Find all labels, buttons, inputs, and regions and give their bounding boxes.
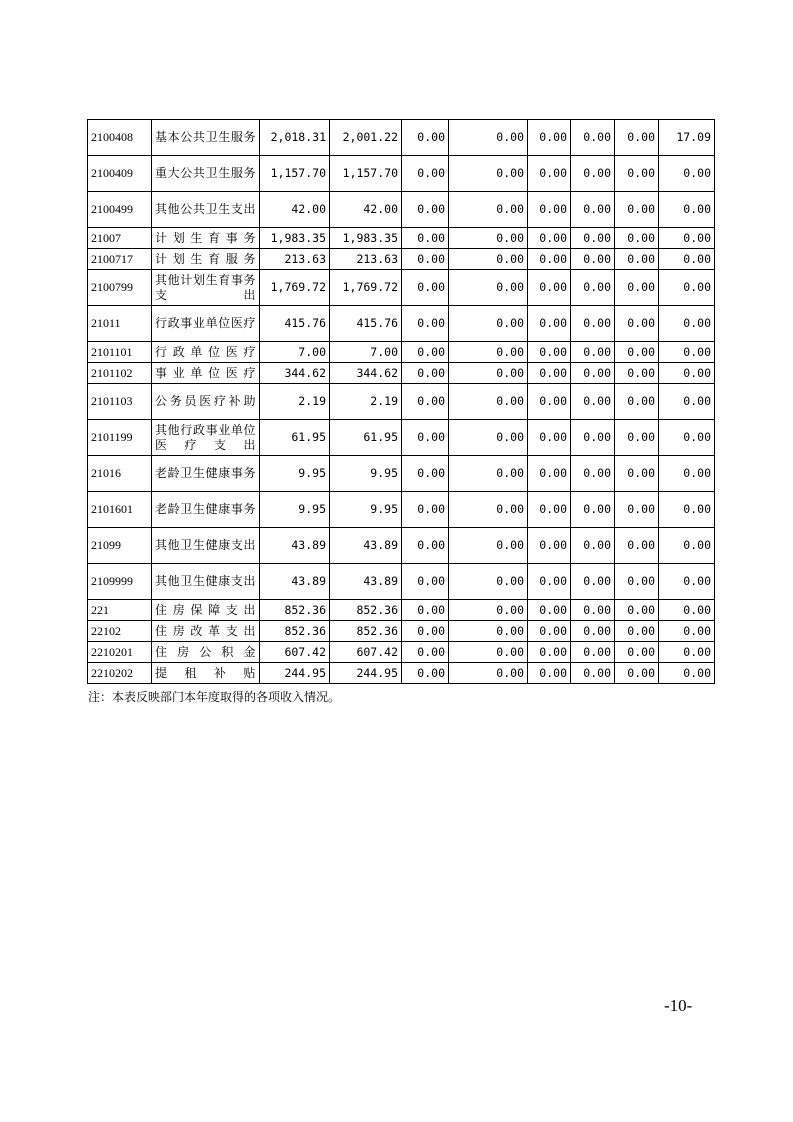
table-row — [88, 363, 715, 384]
amount-cell: 0.00 — [402, 363, 449, 384]
amount-cell: 0.00 — [615, 156, 659, 192]
amount-cell: 0.00 — [615, 621, 659, 642]
amount-cell: 0.00 — [615, 528, 659, 564]
amount-cell: 0.00 — [402, 156, 449, 192]
amount-cell: 0.00 — [615, 249, 659, 270]
subject-name-cell: 其他卫生健康支出 — [152, 528, 260, 564]
amount-cell: 0.00 — [402, 564, 449, 600]
amount-cell: 244.95 — [260, 663, 330, 684]
subject-name-cell: 行政单位医疗 — [152, 342, 260, 363]
amount-cell: 0.00 — [402, 249, 449, 270]
amount-cell: 0.00 — [659, 420, 715, 456]
subject-code-cell: 2210201 — [88, 642, 152, 663]
income-table — [87, 119, 715, 684]
amount-cell: 0.00 — [659, 249, 715, 270]
table-row — [88, 528, 715, 564]
amount-cell: 0.00 — [571, 249, 615, 270]
amount-cell: 0.00 — [449, 156, 528, 192]
table-row — [88, 564, 715, 600]
amount-cell: 0.00 — [449, 528, 528, 564]
subject-name-cell: 其他公共卫生支出 — [152, 192, 260, 228]
subject-name-cell: 住房公积金 — [152, 642, 260, 663]
subject-code-cell: 2100408 — [88, 120, 152, 156]
amount-cell: 2.19 — [260, 384, 330, 420]
amount-cell: 0.00 — [449, 249, 528, 270]
subject-name-cell: 其他行政事业单位医疗支出 — [152, 420, 260, 456]
table-row — [88, 600, 715, 621]
table-footnote: 注：本表反映部门本年度取得的各项收入情况。 — [88, 690, 341, 704]
amount-cell: 0.00 — [659, 621, 715, 642]
table-row — [88, 249, 715, 270]
amount-cell: 0.00 — [659, 306, 715, 342]
amount-cell: 0.00 — [528, 270, 571, 306]
amount-cell: 0.00 — [528, 564, 571, 600]
amount-cell: 0.00 — [571, 306, 615, 342]
subject-name-cell: 住房改革支出 — [152, 621, 260, 642]
amount-cell: 0.00 — [449, 192, 528, 228]
amount-cell: 0.00 — [449, 270, 528, 306]
amount-cell: 61.95 — [260, 420, 330, 456]
amount-cell: 852.36 — [330, 621, 402, 642]
amount-cell: 0.00 — [571, 342, 615, 363]
table-row — [88, 342, 715, 363]
amount-cell: 415.76 — [260, 306, 330, 342]
amount-cell: 0.00 — [528, 306, 571, 342]
subject-name-cell: 提租补贴 — [152, 663, 260, 684]
amount-cell: 0.00 — [449, 420, 528, 456]
amount-cell: 43.89 — [260, 528, 330, 564]
amount-cell: 0.00 — [449, 642, 528, 663]
amount-cell: 0.00 — [571, 642, 615, 663]
amount-cell: 0.00 — [571, 384, 615, 420]
amount-cell: 607.42 — [260, 642, 330, 663]
amount-cell: 0.00 — [659, 270, 715, 306]
amount-cell: 0.00 — [615, 663, 659, 684]
subject-code-cell: 2101199 — [88, 420, 152, 456]
amount-cell: 213.63 — [330, 249, 402, 270]
table-body — [88, 120, 715, 684]
amount-cell: 0.00 — [615, 270, 659, 306]
subject-code-cell: 21099 — [88, 528, 152, 564]
amount-cell: 0.00 — [528, 600, 571, 621]
amount-cell: 0.00 — [402, 456, 449, 492]
amount-cell: 0.00 — [615, 492, 659, 528]
subject-code-cell: 221 — [88, 600, 152, 621]
table-row — [88, 492, 715, 528]
amount-cell: 0.00 — [615, 342, 659, 363]
subject-code-cell: 2100717 — [88, 249, 152, 270]
amount-cell: 0.00 — [528, 420, 571, 456]
amount-cell: 0.00 — [571, 120, 615, 156]
amount-cell: 0.00 — [659, 528, 715, 564]
amount-cell: 607.42 — [330, 642, 402, 663]
amount-cell: 0.00 — [571, 228, 615, 249]
subject-name-cell: 住房保障支出 — [152, 600, 260, 621]
amount-cell: 43.89 — [260, 564, 330, 600]
amount-cell: 0.00 — [528, 642, 571, 663]
amount-cell: 1,157.70 — [260, 156, 330, 192]
page-number: -10- — [664, 996, 693, 1015]
amount-cell: 0.00 — [449, 621, 528, 642]
subject-name-cell: 老龄卫生健康事务 — [152, 456, 260, 492]
subject-code-cell: 2101601 — [88, 492, 152, 528]
amount-cell: 0.00 — [402, 270, 449, 306]
amount-cell: 0.00 — [615, 306, 659, 342]
amount-cell: 0.00 — [659, 384, 715, 420]
amount-cell: 1,983.35 — [260, 228, 330, 249]
amount-cell: 0.00 — [659, 564, 715, 600]
amount-cell: 0.00 — [449, 456, 528, 492]
amount-cell: 0.00 — [528, 342, 571, 363]
subject-name-cell: 计划生育事务 — [152, 228, 260, 249]
amount-cell: 0.00 — [659, 228, 715, 249]
amount-cell: 0.00 — [402, 600, 449, 621]
amount-cell: 0.00 — [659, 642, 715, 663]
subject-name-cell: 公务员医疗补助 — [152, 384, 260, 420]
subject-name-cell: 重大公共卫生服务 — [152, 156, 260, 192]
amount-cell: 42.00 — [330, 192, 402, 228]
amount-cell: 852.36 — [330, 600, 402, 621]
amount-cell: 0.00 — [615, 564, 659, 600]
amount-cell: 43.89 — [330, 528, 402, 564]
amount-cell: 7.00 — [260, 342, 330, 363]
amount-cell: 0.00 — [615, 600, 659, 621]
subject-code-cell: 2101101 — [88, 342, 152, 363]
amount-cell: 0.00 — [571, 663, 615, 684]
subject-code-cell: 2109999 — [88, 564, 152, 600]
amount-cell: 0.00 — [528, 228, 571, 249]
amount-cell: 0.00 — [402, 492, 449, 528]
amount-cell: 0.00 — [528, 363, 571, 384]
table-row — [88, 456, 715, 492]
subject-name-cell: 行政事业单位医疗 — [152, 306, 260, 342]
amount-cell: 0.00 — [402, 342, 449, 363]
amount-cell: 9.95 — [330, 492, 402, 528]
amount-cell: 0.00 — [571, 492, 615, 528]
amount-cell: 0.00 — [659, 492, 715, 528]
amount-cell: 0.00 — [615, 384, 659, 420]
amount-cell: 0.00 — [528, 456, 571, 492]
amount-cell: 0.00 — [528, 192, 571, 228]
amount-cell: 0.00 — [528, 120, 571, 156]
amount-cell: 0.00 — [615, 192, 659, 228]
amount-cell: 852.36 — [260, 600, 330, 621]
amount-cell: 0.00 — [449, 492, 528, 528]
subject-code-cell: 2101102 — [88, 363, 152, 384]
subject-name-cell: 老龄卫生健康事务 — [152, 492, 260, 528]
subject-code-cell: 21007 — [88, 228, 152, 249]
amount-cell: 1,769.72 — [260, 270, 330, 306]
subject-name-cell: 其他卫生健康支出 — [152, 564, 260, 600]
amount-cell: 0.00 — [659, 456, 715, 492]
subject-code-cell: 2100499 — [88, 192, 152, 228]
amount-cell: 0.00 — [659, 156, 715, 192]
amount-cell: 0.00 — [571, 192, 615, 228]
amount-cell: 7.00 — [330, 342, 402, 363]
amount-cell: 43.89 — [330, 564, 402, 600]
amount-cell: 0.00 — [528, 384, 571, 420]
amount-cell: 0.00 — [571, 156, 615, 192]
table-row — [88, 228, 715, 249]
amount-cell: 244.95 — [330, 663, 402, 684]
amount-cell: 2,001.22 — [330, 120, 402, 156]
amount-cell: 0.00 — [571, 363, 615, 384]
amount-cell: 344.62 — [260, 363, 330, 384]
amount-cell: 0.00 — [528, 621, 571, 642]
amount-cell: 0.00 — [571, 600, 615, 621]
amount-cell: 0.00 — [659, 342, 715, 363]
amount-cell: 852.36 — [260, 621, 330, 642]
amount-cell: 0.00 — [528, 492, 571, 528]
amount-cell: 0.00 — [615, 120, 659, 156]
table-row — [88, 420, 715, 456]
amount-cell: 0.00 — [449, 363, 528, 384]
amount-cell: 0.00 — [571, 528, 615, 564]
amount-cell: 0.00 — [571, 270, 615, 306]
table-row — [88, 270, 715, 306]
subject-code-cell: 2210202 — [88, 663, 152, 684]
amount-cell: 0.00 — [449, 564, 528, 600]
subject-code-cell: 2100409 — [88, 156, 152, 192]
amount-cell: 1,157.70 — [330, 156, 402, 192]
amount-cell: 9.95 — [260, 492, 330, 528]
amount-cell: 344.62 — [330, 363, 402, 384]
amount-cell: 1,983.35 — [330, 228, 402, 249]
amount-cell: 0.00 — [449, 384, 528, 420]
amount-cell: 0.00 — [402, 306, 449, 342]
subject-code-cell: 21011 — [88, 306, 152, 342]
amount-cell: 0.00 — [528, 156, 571, 192]
amount-cell: 0.00 — [449, 228, 528, 249]
amount-cell: 0.00 — [402, 621, 449, 642]
subject-name-cell: 基本公共卫生服务 — [152, 120, 260, 156]
amount-cell: 0.00 — [571, 420, 615, 456]
amount-cell: 1,769.72 — [330, 270, 402, 306]
amount-cell: 0.00 — [571, 621, 615, 642]
amount-cell: 2.19 — [330, 384, 402, 420]
subject-name-cell: 计划生育服务 — [152, 249, 260, 270]
amount-cell: 9.95 — [330, 456, 402, 492]
amount-cell: 0.00 — [528, 663, 571, 684]
amount-cell: 2,018.31 — [260, 120, 330, 156]
subject-code-cell: 2101103 — [88, 384, 152, 420]
amount-cell: 0.00 — [402, 228, 449, 249]
amount-cell: 0.00 — [449, 120, 528, 156]
subject-code-cell: 22102 — [88, 621, 152, 642]
table-row — [88, 120, 715, 156]
amount-cell: 213.63 — [260, 249, 330, 270]
table-row — [88, 156, 715, 192]
amount-cell: 0.00 — [615, 456, 659, 492]
amount-cell: 0.00 — [402, 642, 449, 663]
amount-cell: 0.00 — [659, 600, 715, 621]
amount-cell: 0.00 — [449, 342, 528, 363]
table-row — [88, 642, 715, 663]
amount-cell: 0.00 — [449, 663, 528, 684]
amount-cell: 0.00 — [449, 306, 528, 342]
table-row — [88, 621, 715, 642]
amount-cell: 0.00 — [402, 192, 449, 228]
amount-cell: 0.00 — [659, 192, 715, 228]
amount-cell: 61.95 — [330, 420, 402, 456]
amount-cell: 0.00 — [615, 228, 659, 249]
amount-cell: 0.00 — [402, 663, 449, 684]
subject-name-cell: 事业单位医疗 — [152, 363, 260, 384]
amount-cell: 0.00 — [571, 564, 615, 600]
amount-cell: 0.00 — [402, 528, 449, 564]
amount-cell: 0.00 — [571, 456, 615, 492]
amount-cell: 0.00 — [615, 420, 659, 456]
table-row — [88, 663, 715, 684]
table-row — [88, 306, 715, 342]
amount-cell: 0.00 — [402, 120, 449, 156]
amount-cell: 0.00 — [528, 249, 571, 270]
amount-cell: 0.00 — [449, 600, 528, 621]
amount-cell: 0.00 — [528, 528, 571, 564]
amount-cell: 0.00 — [659, 363, 715, 384]
amount-cell: 0.00 — [615, 363, 659, 384]
table-row — [88, 192, 715, 228]
amount-cell: 42.00 — [260, 192, 330, 228]
amount-cell: 0.00 — [615, 642, 659, 663]
subject-code-cell: 21016 — [88, 456, 152, 492]
amount-cell: 17.09 — [659, 120, 715, 156]
subject-code-cell: 2100799 — [88, 270, 152, 306]
amount-cell: 0.00 — [402, 420, 449, 456]
subject-name-cell: 其他计划生育事务支出 — [152, 270, 260, 306]
amount-cell: 0.00 — [659, 663, 715, 684]
amount-cell: 415.76 — [330, 306, 402, 342]
table-row — [88, 384, 715, 420]
amount-cell: 0.00 — [402, 384, 449, 420]
amount-cell: 9.95 — [260, 456, 330, 492]
